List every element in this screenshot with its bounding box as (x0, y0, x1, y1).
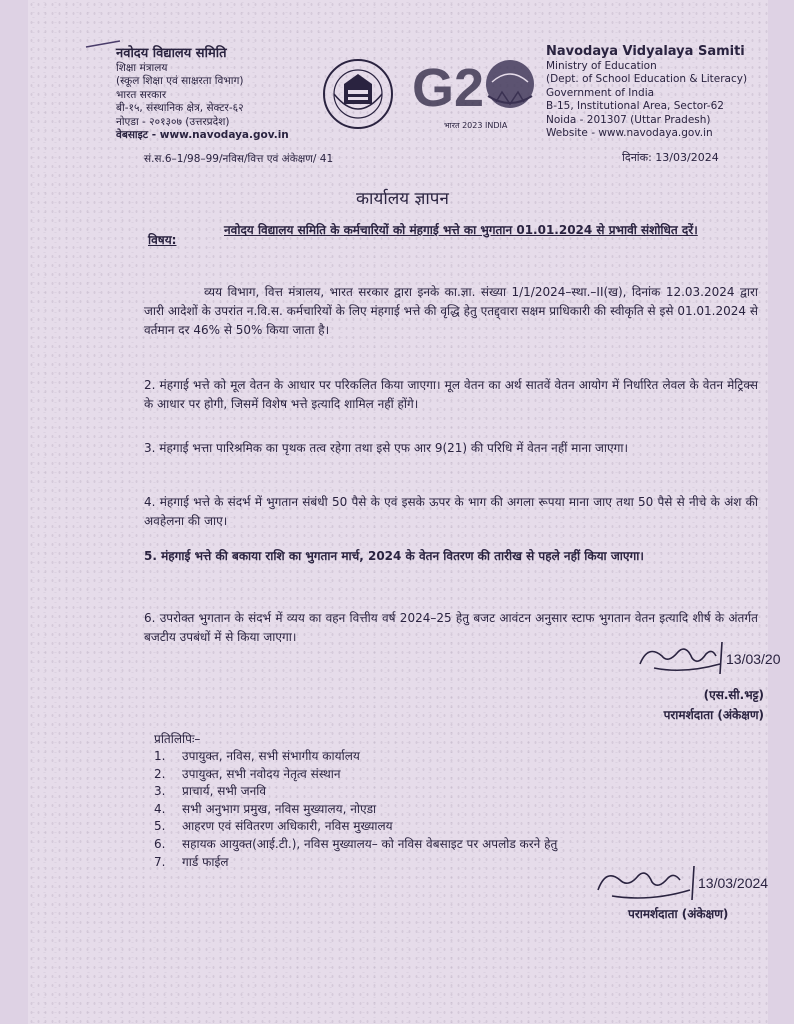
header-left-line: (स्कूल शिक्षा एवं साक्षरता विभाग) (116, 75, 244, 88)
copy-to-title: प्रतिलिपिः– (154, 732, 201, 746)
signer-2-designation: परामर्शदाता (अंकेक्षण) (628, 907, 729, 921)
handwritten-signature-2 (590, 856, 790, 908)
memo-date: दिनांक: 13/03/2024 (622, 151, 719, 164)
paragraph-5: 5. मंहगाई भत्ते की बकाया राशि का भुगतान मार्च, 2024 के वेतन वितरण की तारीख से पहले नहीं किया जाएगा। (144, 549, 644, 563)
svg-text:G2: G2 (412, 58, 485, 118)
list-item (154, 801, 754, 819)
header-left-line: नोएडा - २०१३०७ (उत्तरप्रदेश) (116, 115, 230, 128)
header-left-line: भारत सरकार (116, 88, 167, 101)
list-item-number: 5. (154, 819, 166, 834)
list-item-text: प्राचार्य, सभी जनवि (182, 784, 267, 799)
header-right-line: Noida - 201307 (Uttar Pradesh) (546, 113, 711, 126)
paragraph-3: 3. मंहगाई भत्ता पारिश्रमिक का पृथक तत्व रहेगा तथा इसे एफ आर 9(21) की परिधि में वेतन नहीं माना जाएगा। (144, 441, 629, 455)
paragraph-1: व्यय विभाग, वित्त मंत्रालय, भारत सरकार द्वारा इनके का.ज्ञा. संख्या 1/1/2024–स्था.–II(ख), दिनांक 12.03.2024 द्वारा जारी आदेशों के उपरांत न.वि.स. कर्मचारियों के लिए मंहगाई भत्ते की वृद्धि हेतु एतद्द्वारा सक्षम प्राधिकारी की स्वीकृति से इसे 01.01.2024 से वर्तमान दर 46% से 50% किया जाता है। (144, 285, 758, 337)
signer-block (634, 685, 764, 725)
paragraph-2: 2. मंहगाई भत्ते को मूल वेतन के आधार पर परिकलित किया जाएगा। मूल वेतन का अर्थ सातवें वेतन आयोग में निर्धारित लेवल के वेतन मेट्रिक्स के आधार पर होगी, जिसमें विशेष भत्ते इत्यादि शामिल नहीं होंगे। (144, 378, 758, 411)
list-item-text: आहरण एवं संवितरण अधिकारी, नविस मुख्यालय (182, 819, 393, 834)
signature-date: 13/03/20 (726, 651, 781, 667)
nvs-emblem-logo (320, 54, 396, 134)
handwritten-signature (634, 634, 794, 682)
g20-logo (410, 52, 540, 130)
signature-2-date: 13/03/2024 (698, 875, 769, 891)
list-item-text: सभी अनुभाग प्रमुख, नविस मुख्यालय, नोएडा (182, 801, 377, 816)
paragraph-4: 4. मंहगाई भत्ते के संदर्भ में भुगतान संबंधी 50 पैसे के एवं इसके ऊपर के भाग की अगला रूपया माना जाए तथा 50 पैसे से नीचे के अंश की अवहेलना की जाए। (144, 495, 758, 528)
signer-designation: परामर्शदाता (अंकेक्षण) (663, 708, 764, 722)
list-item (154, 783, 754, 801)
header-right-line: (Dept. of School Education & Literacy) (546, 73, 748, 86)
list-item-number: 3. (154, 784, 166, 799)
list-item (154, 836, 754, 854)
org-name-english: Navodaya Vidyalaya Samiti (546, 44, 745, 59)
header-right (546, 44, 786, 140)
signer-name: (एस.सी.भट्ट) (703, 688, 764, 702)
list-item (154, 766, 754, 784)
g20-year-label: भारत 2023 INDIA (444, 121, 508, 130)
header-right-line: B-15, Institutional Area, Sector-62 (546, 100, 724, 113)
website-english: Website - www.navodaya.gov.in (546, 127, 713, 140)
reference-number: सं.स.6–1/98–99/नविस/वित्त एवं अंकेक्षण/ 41 (144, 153, 334, 165)
header-left-line: शिक्षा मंत्रालय (116, 62, 168, 74)
list-item-text: उपायुक्त, नविस, सभी संभागीय कार्यालय (182, 749, 360, 763)
subject-label: विषय: (148, 233, 177, 247)
header-right-line: Ministry of Education (546, 60, 657, 72)
header-left (116, 46, 316, 142)
list-item (154, 818, 754, 836)
header-right-line: Government of India (546, 86, 655, 99)
subject-text: नवोदय विद्यालय समिति के कर्मचारियों को मंहगाई भत्ते का भुगतान 01.01.2024 से प्रभावी संशोधित दरें। (224, 223, 698, 237)
list-item (154, 748, 754, 766)
website-hindi: वेबसाइट - www.navodaya.gov.in (116, 129, 289, 142)
list-item-number: 6. (154, 836, 166, 851)
list-item-number: 7. (154, 854, 166, 869)
list-item-text: सहायक आयुक्त(आई.टी.), नविस मुख्यालय– को नविस वेबसाइट पर अपलोड करने हेतु (182, 836, 558, 851)
copy-to-list (154, 748, 754, 871)
list-item-number: 4. (154, 801, 166, 816)
paragraph-6: 6. उपरोक्त भुगतान के संदर्भ में व्यय का वहन वित्तीय वर्ष 2024–25 हेतु बजट आवंटन अनुसार स्टाफ भुगतान वेतन इत्यादि शीर्ष के अंतर्गत बजटीय उपबंधों में से किया जाएगा। (144, 611, 758, 644)
memo-page (28, 0, 781, 1024)
header-left-line: बी-१५, संस्थानिक क्षेत्र, सेक्टर-६२ (116, 102, 244, 115)
list-item-text: उपायुक्त, सभी नवोदय नेतृत्व संस्थान (182, 766, 341, 781)
list-item-text: गार्ड फाईल (182, 854, 229, 869)
memo-title: कार्यालय ज्ञापन (356, 189, 449, 209)
list-item-number: 2. (154, 766, 166, 781)
list-item-number: 1. (154, 749, 166, 763)
org-name-hindi: नवोदय विद्यालय समिति (116, 46, 227, 61)
